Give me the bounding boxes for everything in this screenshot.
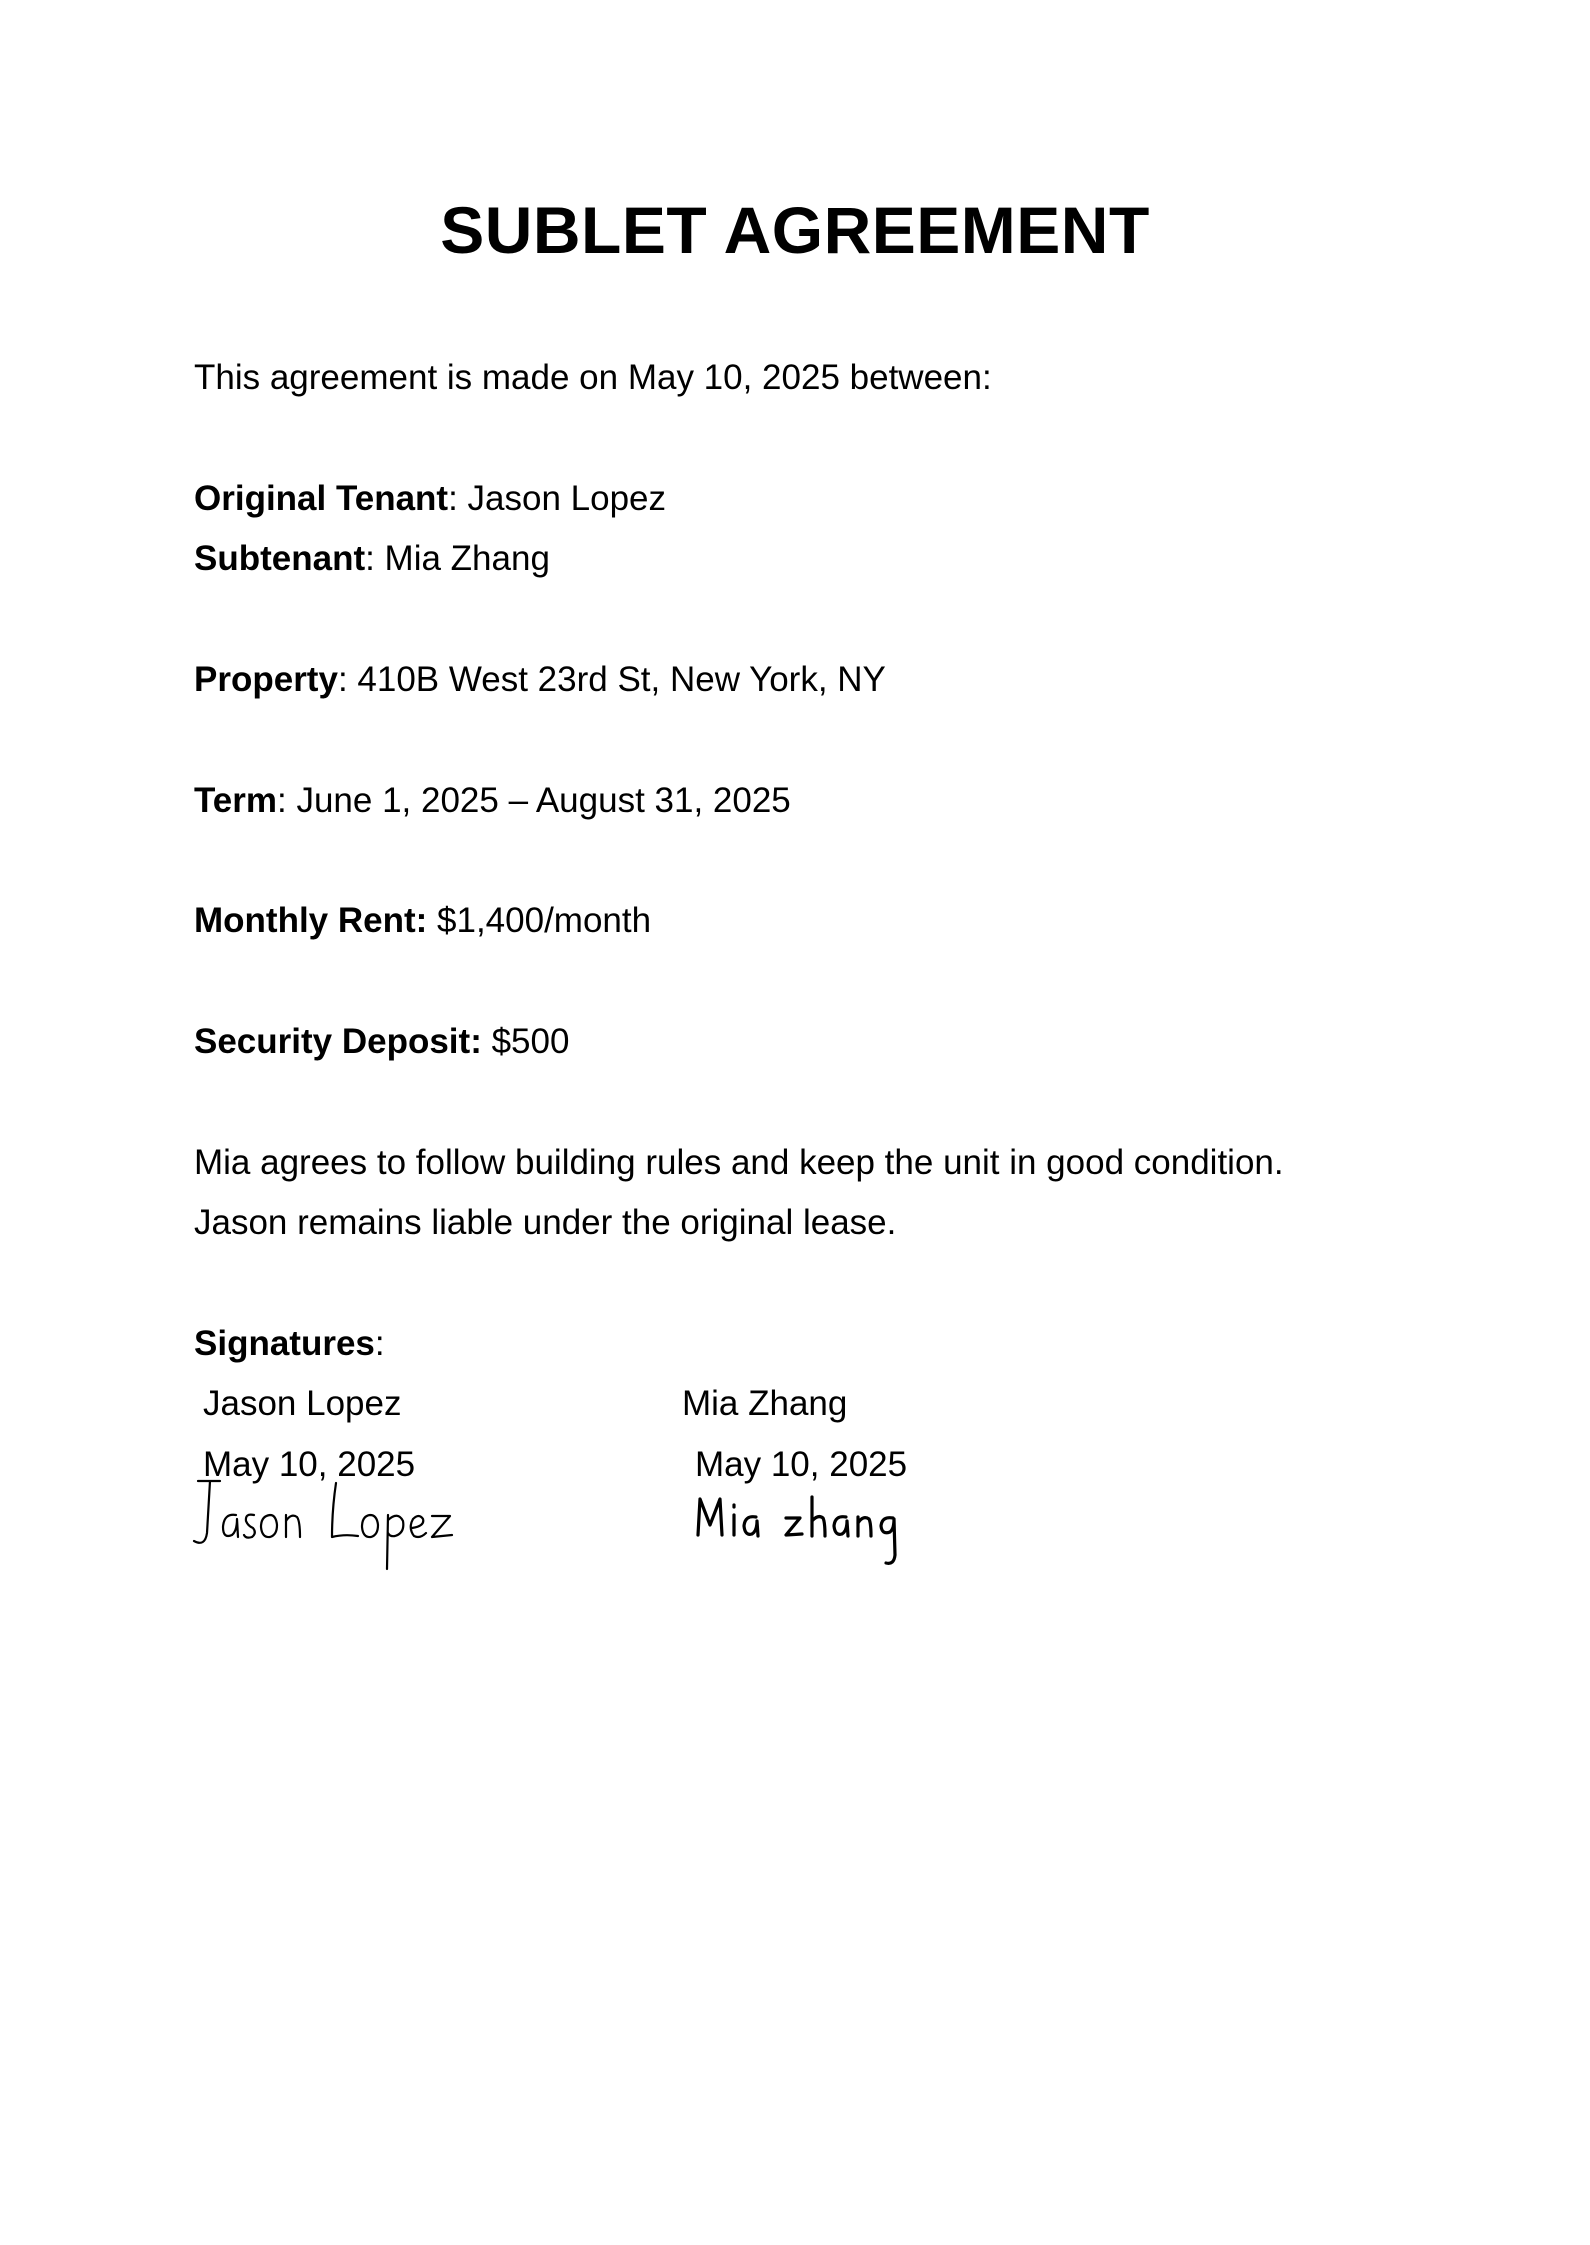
document-title: SUBLET AGREEMENT: [440, 193, 1150, 267]
terms-line-2: Jason remains liable under the original lease.: [194, 1203, 897, 1242]
signatory-right-name: Mia Zhang: [682, 1384, 848, 1423]
term-value: : June 1, 2025 – August 31, 2025: [277, 781, 791, 820]
rent-value: $1,400/month: [427, 901, 652, 940]
original-tenant-line: [194, 477, 666, 521]
term-line: [194, 779, 791, 823]
subtenant-value: : Mia Zhang: [365, 539, 550, 578]
intro-text: This agreement is made on May 10, 2025 between:: [194, 358, 992, 397]
property-value: : 410B West 23rd St, New York, NY: [337, 660, 886, 699]
property-line: [194, 658, 886, 702]
rent-label: Monthly Rent:: [194, 901, 428, 940]
signature-left-image: [190, 1475, 470, 1575]
term-label: Term: [194, 781, 277, 820]
signatory-right-date: May 10, 2025: [695, 1445, 908, 1484]
subtenant-line: [194, 537, 550, 581]
subtenant-label: Subtenant: [194, 539, 366, 578]
deposit-line: [194, 1020, 569, 1064]
property-label: Property: [194, 660, 338, 699]
terms-line-1: Mia agrees to follow building rules and keep the unit in good condition.: [194, 1143, 1284, 1182]
signatures-colon: :: [374, 1324, 385, 1363]
signature-right-image: [690, 1485, 930, 1585]
original-tenant-label: Original Tenant: [194, 479, 449, 518]
signatures-heading: [194, 1322, 385, 1366]
deposit-label: Security Deposit:: [194, 1022, 482, 1061]
signatory-left-date: May 10, 2025: [203, 1445, 416, 1484]
deposit-value: $500: [481, 1022, 570, 1061]
rent-line: [194, 899, 651, 943]
signatures-label: Signatures: [194, 1324, 375, 1363]
signatory-left-name: Jason Lopez: [203, 1384, 402, 1423]
original-tenant-value: : Jason Lopez: [448, 479, 667, 518]
